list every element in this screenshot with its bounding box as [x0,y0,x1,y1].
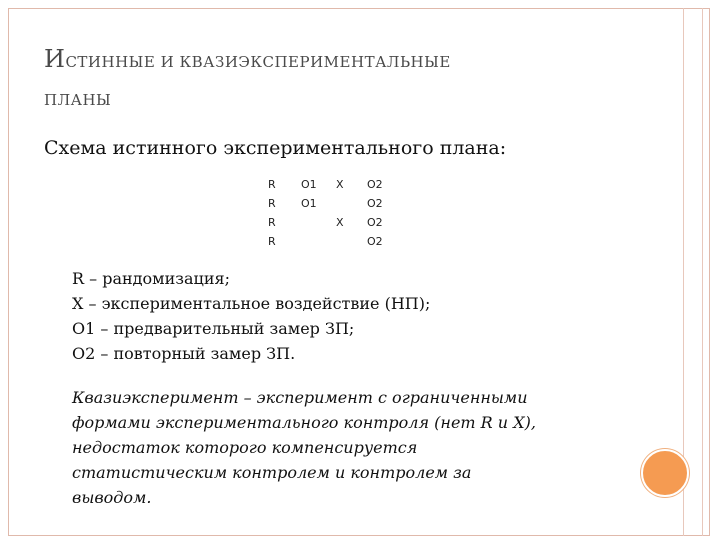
definition-line: статистическим контролем и контролем за [72,463,472,482]
scheme-row [268,216,398,235]
title-line-2: ПЛАНЫ [44,91,112,109]
scheme-row [268,235,398,254]
title-drop-cap: И [44,45,66,73]
scheme-cell: R [268,235,276,248]
scheme-cell: R [268,216,276,229]
scheme-row [268,178,398,197]
accent-circle [641,449,689,497]
definition-line: выводом. [72,488,152,507]
legend-item: O2 – повторный замер ЗП. [72,344,296,363]
scheme-cell: O2 [367,197,383,210]
definition-line: формами экспериментального контроля (нет R и X), [72,413,536,432]
scheme-cell: O1 [301,197,317,210]
scheme-cell: X [336,216,344,229]
scheme-cell: O2 [367,235,383,248]
quasi-experiment-definition [72,385,632,510]
definition-line: недостаток которого компенсируется [72,438,418,457]
scheme-cell: X [336,178,344,191]
slide-title [44,40,644,119]
scheme-cell: O2 [367,178,383,191]
scheme-cell: R [268,178,276,191]
definition-line: Квазиэксперимент – эксперимент с ограниченными [72,388,528,407]
scheme-cell: O2 [367,216,383,229]
title-line-1-rest: СТИННЫЕ И КВАЗИЭКСПЕРИМЕНТАЛЬНЫЕ [65,53,451,71]
title-line-1 [44,40,644,81]
slide-side-band [683,8,703,536]
legend-item: R – рандомизация; [72,269,230,288]
design-scheme [268,178,398,254]
legend-item: X – экспериментальное воздействие (НП); [72,294,431,313]
scheme-cell: R [268,197,276,210]
scheme-cell: O1 [301,178,317,191]
legend [72,266,430,366]
scheme-row [268,197,398,216]
scheme-heading: Схема истинного экспериментального плана: [44,137,507,159]
legend-item: O1 – предварительный замер ЗП; [72,319,355,338]
